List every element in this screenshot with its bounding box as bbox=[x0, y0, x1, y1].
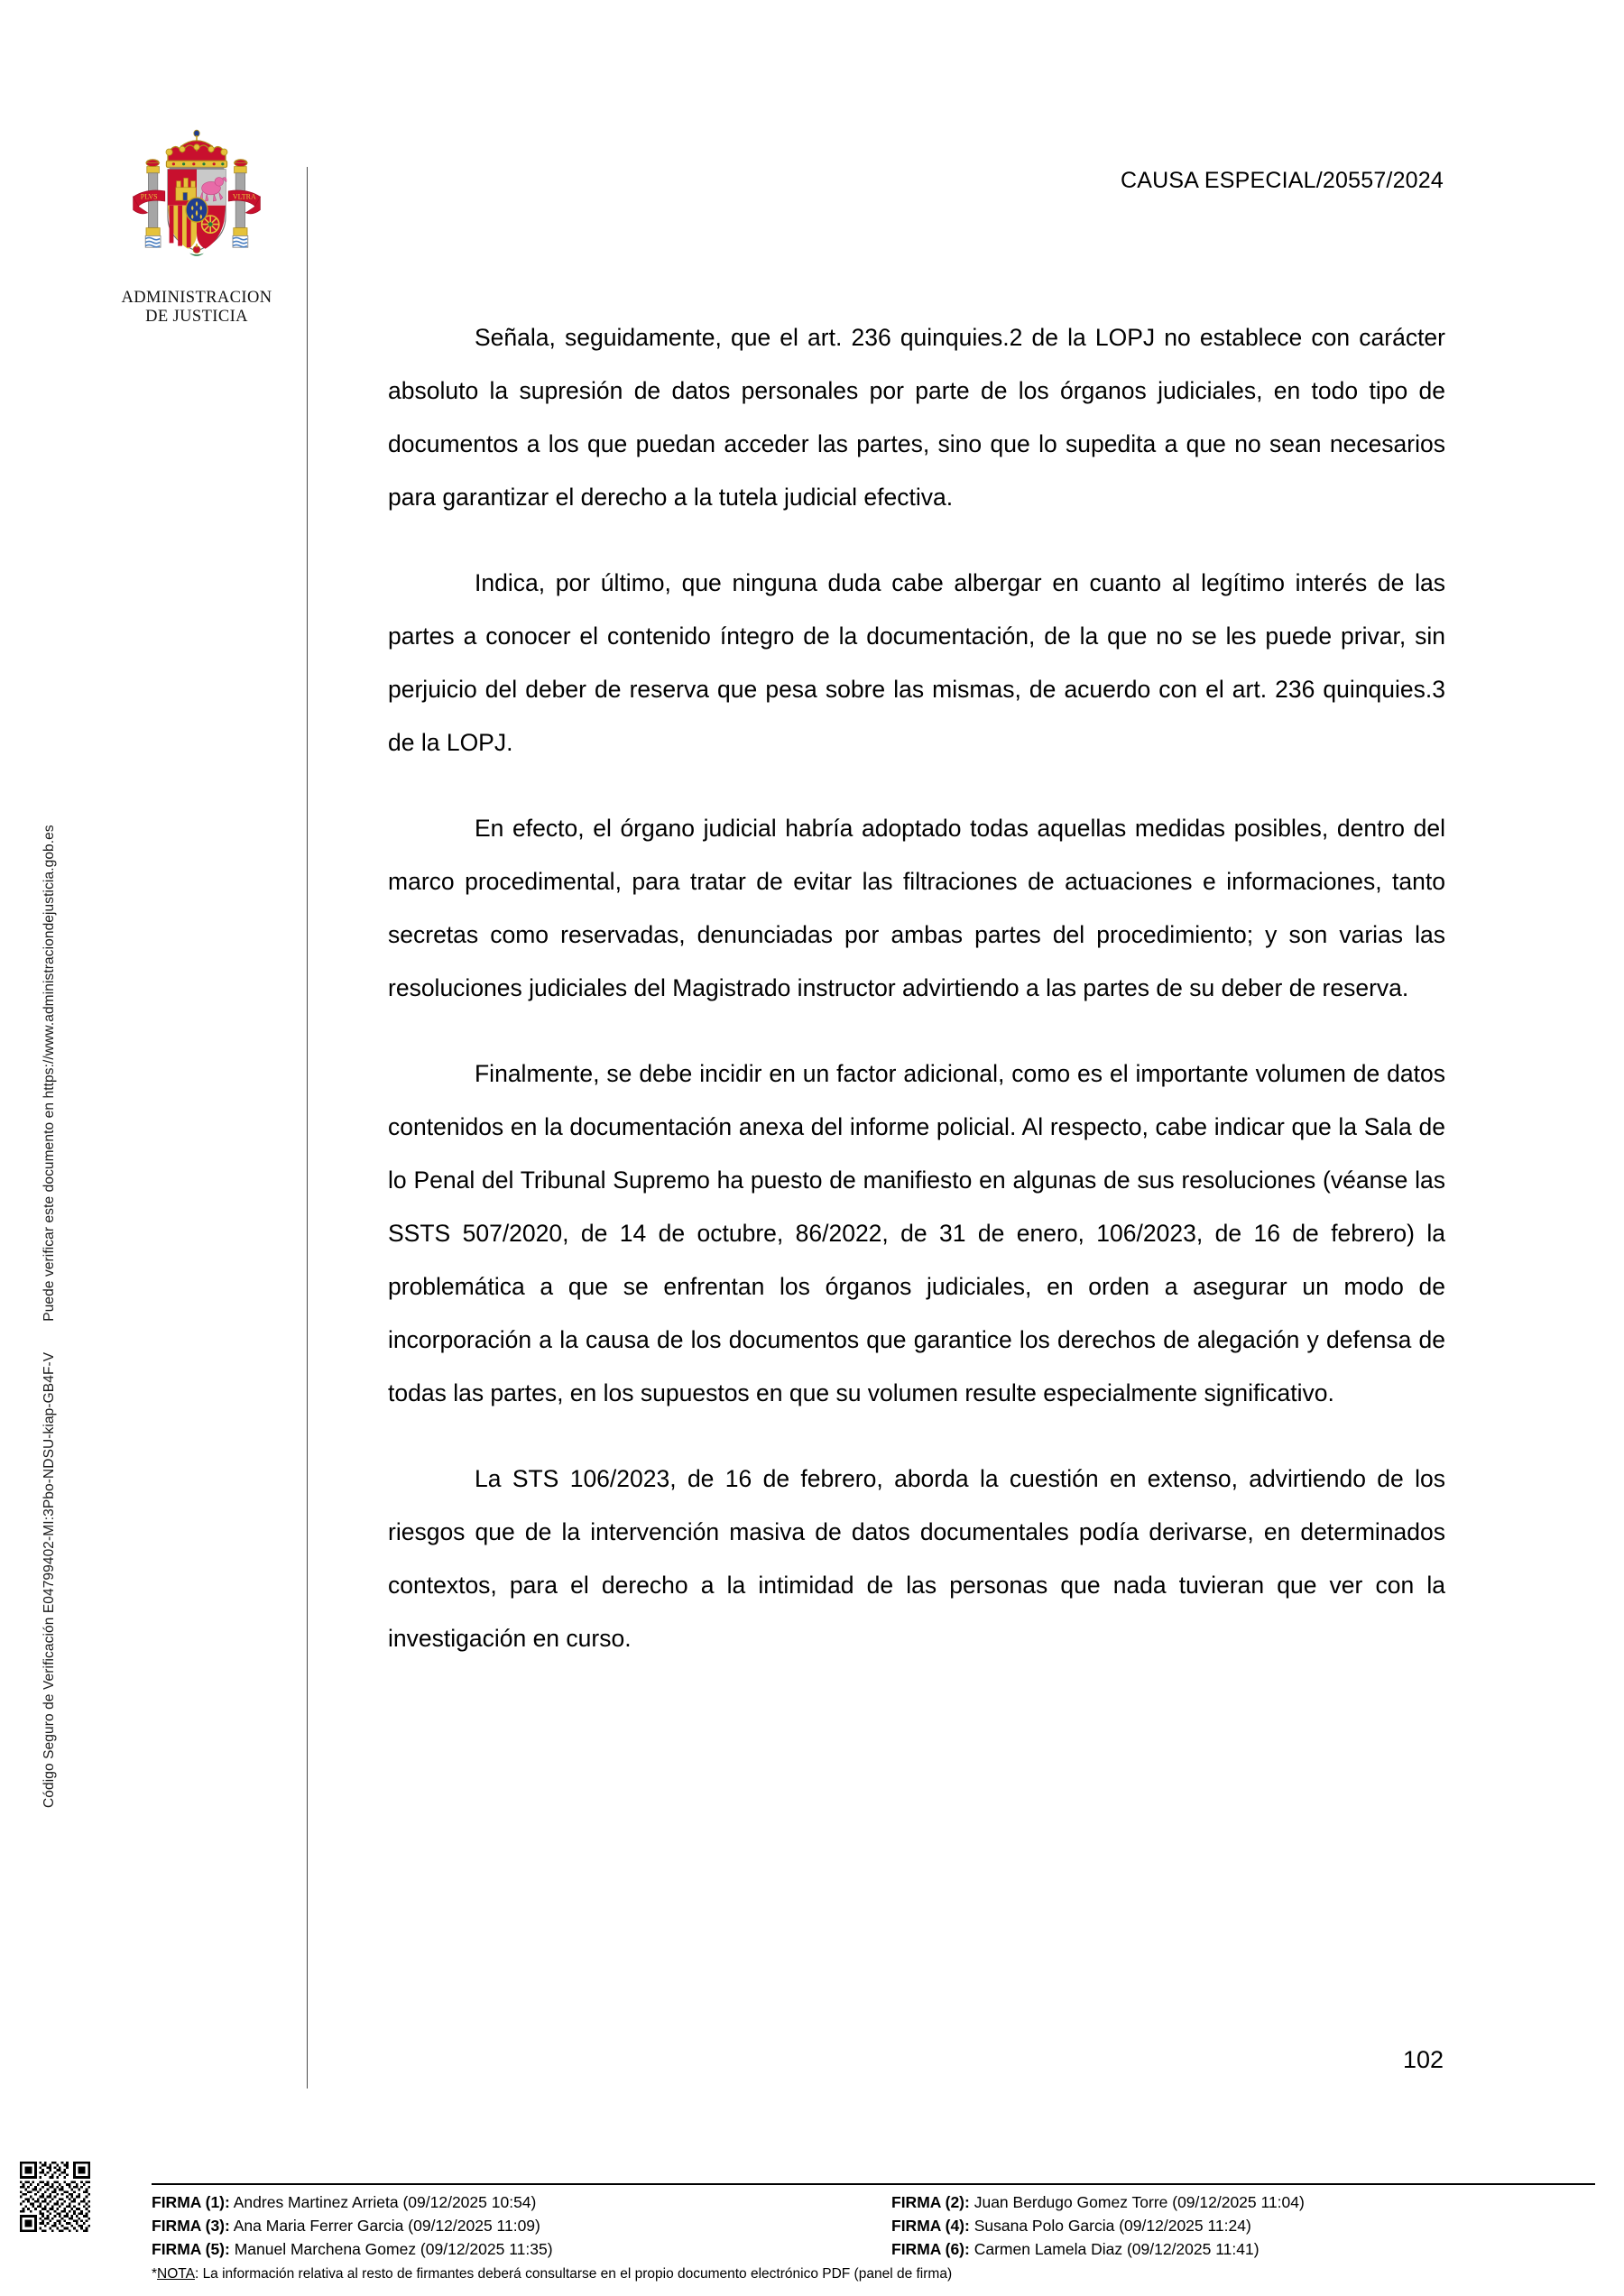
shield-shape bbox=[168, 170, 226, 256]
signature-value: Juan Berdugo Gomez Torre (09/12/2025 11:04) bbox=[973, 2193, 1305, 2211]
signature-entry bbox=[891, 2215, 1595, 2237]
verify-url-text: Puede verificar este documento en https://www.administraciondejusticia.gob.es bbox=[42, 825, 57, 1322]
signature-entry bbox=[152, 2215, 891, 2237]
signature-value: Manuel Marchena Gomez (09/12/2025 11:35) bbox=[234, 2240, 553, 2258]
paragraph: En efecto, el órgano judicial habría adoptado todas aquellas medidas posibles, dentro del marco procedimental, para tratar de evitar las filtraciones de actuaciones e informaciones, tanto secretas como reservadas, denunciadas por ambas partes del procedimiento; y son varias las resoluciones judiciales del Magistrado instructor advirtiendo a las partes de su deber de reserva. bbox=[388, 815, 1445, 1001]
pillar-right-shape bbox=[233, 160, 248, 248]
coat-of-arms-icon bbox=[125, 124, 269, 285]
paragraph: Finalmente, se debe incidir en un factor adicional, como es el importante volumen de datos contenidos en la documentación anexa del informe policial. Al respecto, cabe indicar que la Sala de lo Penal del Tribunal Supremo ha puesto de manifiesto en algunas de sus resoluciones (véanse las SSTS 507/2020, de 14 de octubre, 86/2022, de 31 de enero, 106/2023, de 16 de febrero) la problemática a que se enfrentan los órganos judiciales, en orden a asegurar un modo de incorporación a la causa de los documentos que garantice los derechos de alegación y defensa de todas las partes, en los supuestos en que su volumen resulte especialmente significativo. bbox=[388, 1060, 1445, 1406]
signature-value: Carmen Lamela Diaz (09/12/2025 11:41) bbox=[973, 2240, 1260, 2258]
castle-charge bbox=[176, 178, 196, 200]
motto-right-text: VLTRA bbox=[232, 192, 256, 201]
emblem-caption-line-2: DE JUSTICIA bbox=[145, 307, 248, 326]
signature-entry bbox=[152, 2191, 891, 2214]
crown-shape bbox=[166, 130, 227, 170]
footer-note bbox=[152, 2264, 1595, 2283]
signature-footer bbox=[152, 2183, 1595, 2283]
footer-divider bbox=[152, 2183, 1595, 2185]
paragraph: Señala, seguidamente, que el art. 236 quinquies.2 de la LOPJ no establece con carácter absoluto la supresión de datos personales por parte de los órganos judiciales, en todo tipo de documentos a los que puedan acceder las partes, sino que lo supedita a que no sean necesarios para garantizar el derecho a la tutela judicial efectiva. bbox=[388, 324, 1445, 511]
note-asterisk: * bbox=[152, 2266, 158, 2282]
csv-code: Código Seguro de Verificación E04799402-MI:3Pbo-NDSU-kiap-GB4F-V bbox=[42, 1351, 57, 1808]
verification-code-text bbox=[42, 698, 58, 1808]
note-text: : La información relativa al resto de firmantes deberá consultarse en el propio documento electrónico PDF (panel de firma) bbox=[194, 2266, 953, 2282]
pillar-left-shape bbox=[145, 160, 161, 248]
case-reference-header: CAUSA ESPECIAL/20557/2024 bbox=[1120, 168, 1444, 193]
signature-label: FIRMA (4): bbox=[891, 2217, 970, 2235]
signature-label: FIRMA (2): bbox=[891, 2193, 970, 2211]
page-number: 102 bbox=[1402, 2046, 1444, 2073]
signature-value: Andres Martinez Arrieta (09/12/2025 10:54) bbox=[233, 2193, 537, 2211]
administration-of-justice-emblem bbox=[97, 124, 296, 326]
signature-label: FIRMA (5): bbox=[152, 2240, 230, 2258]
emblem-caption-line-1: ADMINISTRACION bbox=[121, 289, 272, 307]
motto-left-text: PLVS bbox=[140, 192, 158, 201]
signature-list bbox=[152, 2191, 1595, 2261]
bourbon-inescutcheon bbox=[186, 198, 208, 222]
verification-sidebar bbox=[0, 0, 70, 2296]
signature-label: FIRMA (3): bbox=[152, 2217, 230, 2235]
signature-value: Ana Maria Ferrer Garcia (09/12/2025 11:09) bbox=[233, 2217, 540, 2235]
signature-entry bbox=[891, 2191, 1595, 2214]
signature-value: Susana Polo Garcia (09/12/2025 11:24) bbox=[973, 2217, 1251, 2235]
signature-label: FIRMA (1): bbox=[152, 2193, 230, 2211]
qr-code bbox=[20, 2162, 90, 2232]
note-keyword: NOTA bbox=[157, 2266, 195, 2282]
document-body bbox=[388, 311, 1445, 1665]
emblem-caption bbox=[97, 289, 296, 326]
signature-label: FIRMA (6): bbox=[891, 2240, 970, 2258]
signature-entry bbox=[891, 2238, 1595, 2261]
paragraph: La STS 106/2023, de 16 de febrero, aborda la cuestión en extenso, advirtiendo de los riesgos que de la intervención masiva de datos documentales podía derivarse, en determinados contextos, para el derecho a la intimidad de las personas que nada tuvieran que ver con la investigación en curso. bbox=[388, 1465, 1445, 1652]
signature-entry bbox=[152, 2238, 891, 2261]
paragraph: Indica, por último, que ninguna duda cabe albergar en cuanto al legítimo interés de las partes a conocer el contenido íntegro de la documentación, de la que no se les puede privar, sin perjuicio del deber de reserva que pesa sobre las mismas, de acuerdo con el art. 236 quinquies.3 de la LOPJ. bbox=[388, 569, 1445, 756]
margin-divider bbox=[307, 167, 308, 2089]
